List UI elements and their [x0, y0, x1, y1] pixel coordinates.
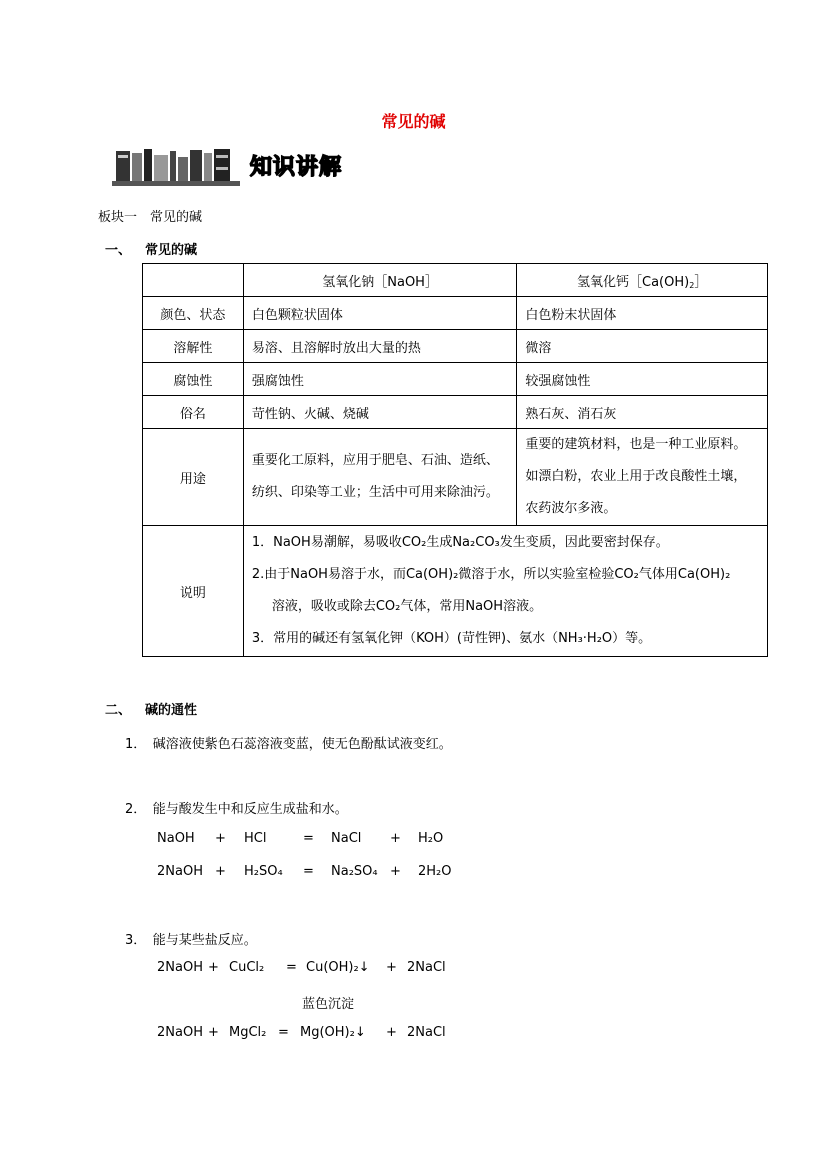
part1-number: 一、 — [105, 243, 132, 258]
cell-naoh-use: 重要化工原料，应用于肥皂、石油、造纸、 纺织、印染等工业；生活中可用来除油污。 — [243, 429, 517, 526]
notes-cell — [243, 526, 767, 657]
books-logo-icon — [112, 147, 242, 187]
cell-naoh: 苛性钠、火碱、烧碱 — [243, 396, 517, 429]
table-row — [143, 363, 768, 396]
cell-caoh: 微溶 — [517, 330, 768, 363]
note-2: 2.由于NaOH易溶于水，而Ca(OH)₂微溶于水，所以实验室检验CO₂气体用Ca(OH)₂ — [251, 567, 731, 582]
table-row-use — [143, 429, 768, 526]
part2-title: 碱的通性 — [145, 703, 198, 718]
cell-naoh: 易溶、且溶解时放出大量的热 — [243, 330, 517, 363]
header-caoh: 氢氧化钙$[Ca(OH)_2]$ — [517, 264, 768, 297]
row-label: 腐蚀性 — [143, 363, 244, 396]
table-row — [143, 297, 768, 330]
part1-title: 常见的碱 — [145, 243, 198, 258]
banner-text: 知识讲解 — [250, 155, 343, 180]
list-item: 3． 能与某些盐反应。 — [125, 933, 257, 948]
row-label: 说明 — [143, 526, 244, 657]
row-label: 颜色、状态 — [143, 297, 244, 330]
precipitate-note: 蓝色沉淀 — [302, 997, 355, 1012]
part2-number: 二、 — [105, 703, 132, 718]
row-label: 用途 — [143, 429, 244, 526]
section-heading: 板块一 常见的碱 — [98, 210, 203, 225]
table-row-notes — [143, 526, 768, 657]
section-banner — [112, 147, 357, 187]
cell-naoh: 白色颗粒状固体 — [243, 297, 517, 330]
cell-naoh: 强腐蚀性 — [243, 363, 517, 396]
note-1: 1．NaOH易潮解，易吸收CO₂生成Na₂CO₃发生变质，因此要密封保存。 — [251, 535, 669, 550]
row-label: 俗名 — [143, 396, 244, 429]
cell-caoh: 较强腐蚀性 — [517, 363, 768, 396]
base-comparison-table — [142, 263, 768, 657]
table-row — [143, 330, 768, 363]
list-item: 1． 碱溶液使紫色石蕊溶液变蓝，使无色酚酞试液变红。 — [125, 737, 452, 752]
cell-caoh: 熟石灰、消石灰 — [517, 396, 768, 429]
cell-caoh: 白色粉末状固体 — [517, 297, 768, 330]
cell-caoh-use: 重要的建筑材料，也是一种工业原料。 如漂白粉，农业上用于改良酸性土壤， 农药波尔多液。 — [517, 429, 768, 526]
table-header-row — [143, 264, 768, 297]
table-corner-cell — [143, 264, 244, 297]
note-2-cont: 溶液，吸收或除去CO₂气体，常用NaOH溶液。 — [271, 599, 543, 614]
header-naoh: 氢氧化钠［NaOH］ — [243, 264, 517, 297]
row-label: 溶解性 — [143, 330, 244, 363]
note-3: 3．常用的碱还有氢氧化钾（KOH）(苛性钾)、氨水（NH₃·H₂O）等。 — [251, 631, 652, 646]
list-item: 2． 能与酸发生中和反应生成盐和水。 — [125, 802, 348, 817]
table-row — [143, 396, 768, 429]
page-title: 常见的碱 — [381, 112, 446, 131]
